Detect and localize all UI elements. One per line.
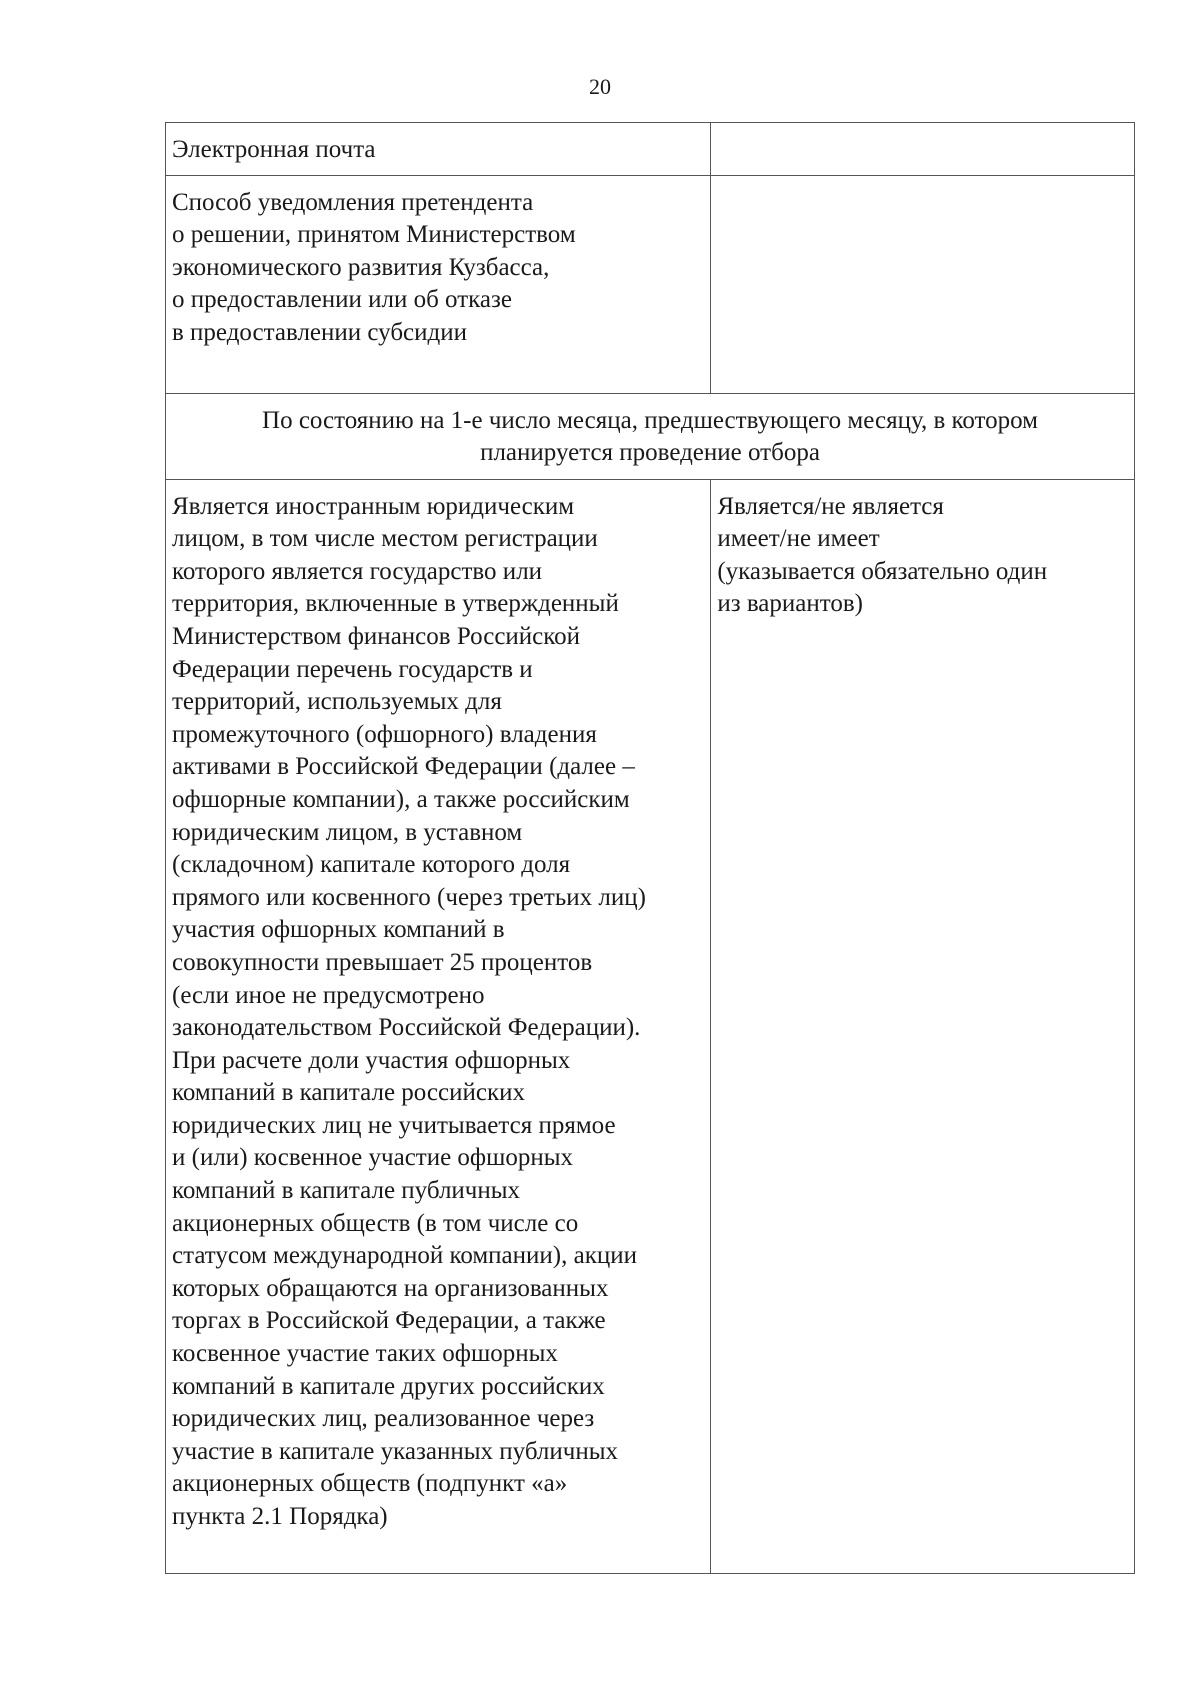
offshore-status-options: Является/не является имеет/не имеет (указывается обязательно один из вариантов) xyxy=(717,492,1048,618)
notification-method-label: Способ уведомления претендента о решении, принятом Министерством экономического развития Кузбасса, о предоставлении или об отказе в предоставлении субсидии xyxy=(172,188,576,346)
section-header-text: По состоянию на 1-е число месяца, предшествующего месяцу, в котором планируется проведение отбора xyxy=(262,406,1038,467)
table-row-section-header xyxy=(166,393,1135,479)
section-header-cell xyxy=(166,393,1135,479)
table-row-notification-method xyxy=(166,175,1135,393)
email-label-cell xyxy=(166,123,711,176)
notification-label-cell xyxy=(166,175,711,393)
table-row-offshore-status xyxy=(166,479,1135,1573)
email-label: Электронная почта xyxy=(172,136,376,163)
offshore-value-cell xyxy=(711,479,1135,1573)
page-number: 20 xyxy=(589,74,611,99)
email-value-cell xyxy=(711,123,1135,176)
table-row-email xyxy=(166,123,1135,176)
offshore-status-label: Является иностранным юридическим лицом, в том числе местом регистрации которого является государство или территория, включенные в утвержденный Министерством финансов Российской Федерации перечень государств и территорий, используемых для промежуточного (офшорного) владения активами в Российской Федерации (далее – офшорные компании), а также российским юридическим лицом, в уставном (складочном) капитале которого доля прямого или косвенного (через третьих лиц) участия офшорных компаний в совокупности превышает 25 процентов (если иное не предусмотрено законодательством Российской Федерации). При расчете доли участия офшорных компаний в капитале российских юридических лиц не учитывается прямое и (или) косвенное участие офшорных компаний в капитале публичных акционерных обществ (в том числе со статусом международной компании), акции которых обращаются на организованных торгах в Российской Федерации, а также косвенное участие таких офшорных компаний в капитале других российских юридических лиц, реализованное через участие в капитале указанных публичных акционерных обществ (подпункт «а» пункта 2.1 Порядка) xyxy=(172,492,646,1530)
application-form-table xyxy=(165,122,1135,1574)
notification-value-cell xyxy=(711,175,1135,393)
offshore-label-cell xyxy=(166,479,711,1573)
